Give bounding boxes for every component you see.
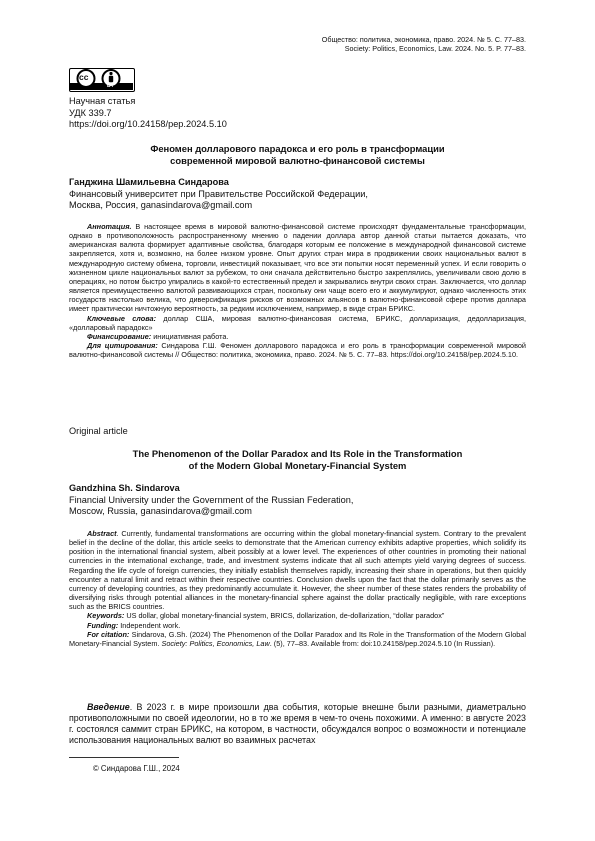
affiliation-ru-line1: Финансовый университет при Правительстве Российской Федерации, bbox=[69, 188, 368, 199]
introduction-text bbox=[69, 702, 526, 746]
citation-en bbox=[69, 630, 526, 648]
title-en bbox=[69, 448, 526, 471]
funding-en bbox=[69, 621, 526, 630]
abstract-block-ru bbox=[69, 222, 526, 359]
keywords-text-ru: доллар США, мировая валютно-финансовая система, БРИКС, долларизация, дедолларизация, «долларовый парадокс» bbox=[69, 313, 526, 332]
citation-text-en-after: . (5), 77–83. Available from: doi:10.24158/pep.2024.5.10 (In Russian). bbox=[269, 638, 496, 648]
article-type-en: Original article bbox=[69, 426, 128, 436]
article-type-ru: Научная статья bbox=[69, 96, 136, 106]
keywords-label-ru: Ключевые слова: bbox=[87, 313, 157, 323]
funding-text-en: Independent work. bbox=[118, 620, 181, 630]
copyright-footnote: © Синдарова Г.Ш., 2024 bbox=[93, 764, 180, 773]
author-name-en: Gandzhina Sh. Sindarova bbox=[69, 483, 180, 493]
author-block-en bbox=[69, 483, 353, 518]
affiliation-ru-line2: Москва, Россия, ganasindarova@gmail.com bbox=[69, 200, 253, 210]
citation-journal-en: Society: Politics, Economics, Law bbox=[161, 638, 270, 648]
introduction-body: . В 2023 г. в мире произошли два события, которые внешне были разными, диаметрально противоположными по своей идеологии, но в то же время в чем-то очень похожими. А именно: в августе 2023 г. состоялся саммит стран БРИКС, на котором, в частности, обсуждался вопрос о возможности и потенциале использования национальных валют во взаимных расчетах bbox=[69, 702, 526, 746]
citation-text-en-before: Sindarova, G.Sh. (2024) The Phenomenon of the Dollar Paradox and Its Role in the Transformation of the Modern Global Monetary-Financial System. bbox=[69, 629, 526, 648]
udc-code: УДК 339.7 bbox=[69, 107, 112, 118]
citation-label-en: For citation: bbox=[87, 629, 130, 639]
citation-ru bbox=[69, 341, 526, 359]
title-en-line2: of the Modern Global Monetary-Financial System bbox=[188, 459, 407, 471]
keywords-ru bbox=[69, 314, 526, 332]
keywords-label-en: Keywords: bbox=[87, 611, 125, 621]
keywords-text-en: US dollar, global monetary-financial system, BRICS, dollarization, de-dollarization, “dollar paradox” bbox=[124, 611, 445, 621]
funding-label-en: Funding: bbox=[87, 620, 119, 630]
funding-label-ru: Финансирование: bbox=[87, 331, 152, 341]
header-en: Society: Politics, Economics, Law. 2024. No. 5. P. 77–83. bbox=[344, 44, 526, 53]
introduction-label: Введение bbox=[87, 702, 130, 712]
cc-by-license-badge[interactable] bbox=[69, 68, 135, 92]
abstract-block-en bbox=[69, 529, 526, 648]
funding-ru bbox=[69, 332, 526, 341]
cc-label: cc bbox=[79, 72, 89, 82]
abstract-ru bbox=[69, 222, 526, 314]
funding-text-ru: инициативная работа. bbox=[151, 331, 229, 341]
keywords-en bbox=[69, 611, 526, 620]
article-meta bbox=[69, 96, 227, 131]
footnote-divider bbox=[69, 757, 179, 758]
citation-label-ru: Для цитирования: bbox=[87, 341, 158, 351]
title-ru bbox=[69, 143, 526, 166]
author-name-ru: Ганджина Шамильевна Синдарова bbox=[69, 177, 229, 187]
header-ru: Общество: политика, экономика, право. 2024. № 5. С. 77–83. bbox=[321, 35, 526, 44]
author-block-ru bbox=[69, 177, 368, 212]
affiliation-en-line1: Financial University under the Government of the Russian Federation, bbox=[69, 494, 354, 505]
affiliation-en-line2: Moscow, Russia, ganasindarova@gmail.com bbox=[69, 506, 252, 516]
title-ru-line2: современной мировой валютно-финансовой системы bbox=[170, 154, 425, 166]
introduction-paragraph bbox=[69, 702, 526, 746]
by-label: BY bbox=[107, 83, 114, 89]
abstract-en bbox=[69, 529, 526, 611]
title-ru-line1: Феномен долларового парадокса и его роль в трансформации bbox=[150, 143, 445, 154]
abstract-label-en: Abstract bbox=[87, 529, 117, 538]
doi-link[interactable]: https://doi.org/10.24158/pep.2024.5.10 bbox=[69, 119, 227, 129]
running-header bbox=[322, 35, 526, 53]
citation-text-ru: Синдарова Г.Ш. Феномен долларового парадокса и его роль в трансформации современной мировой валютно-финансовой системы // Общество: политика, экономика, право. 2024. № 5. С. 77–83. https://doi.org/10.24158/pep.2024.5.10. bbox=[69, 341, 526, 360]
abstract-text-ru: В настоящее время в мировой валютно-финансовой системе происходят фундаментальные трансформации, однако в противоположность распространенному мнению о падении доллара автор данной статьи пытается доказать, что американская валюта формирует адаптивные свойства, благодаря которым ее положение в международной финансовой системе закрепляется, хотя и, возможно, на более низком уровне. Опыт других стран мира в продвижении своих национальных валют в международную систему обмена, торговли, инвестиций показывает, что все эти попытки носят переменный успех. И если говорить о жизненном цикле национальных валют за рубежом, то они сначала действительно быстро закреплялись, увеличивали свою долю в операциях, но потом быстро упирались в какой-то естественный предел и закрывались внутри своих стран. Заключается, что доллар является преимущественно валютой развивающихся стран, поскольку они чаще всего его и аккумулируют, однако численность этих государств настолько велика, что диверсификация рисков от возможных альянсов в валютно-финансовой сфере против доллара имеет практически ничтожную вероятность, за редким исключением, например, в виде стран БРИКС. bbox=[69, 222, 526, 314]
abstract-label-ru: Аннотация. bbox=[87, 222, 132, 231]
abstract-text-en: . Currently, fundamental transformations are occurring within the global monetary-financial system. Contrary to the prevalent belief in the decline of the dollar, this article seeks to demonstrate that the American currency exhibits adaptive properties, which solidify its position in the international financial system, albeit possibly at a lower level. The experiences of other countries in promoting their national currencies in the international exchange, trade, and investment systems indicate that all such attempts yield varying degrees of success. Regarding the life cycle of foreign currencies, they initially establish themselves rapidly, increasing their share in operations, but then quickly encounter a natural limit and retract within their respective countries. Conclusion dwells upon the fact that the dollar primarily serves as the currency of developing countries, as they predominantly accumulate it. However, the sheer number of these states renders the probability of diversifying risks through potential alliances in the monetary-financial sphere against the dollar practically negligible, with rare exceptions such as the BRICS countries. bbox=[69, 529, 526, 612]
title-en-line1: The Phenomenon of the Dollar Paradox and Its Role in the Transformation bbox=[132, 448, 463, 459]
